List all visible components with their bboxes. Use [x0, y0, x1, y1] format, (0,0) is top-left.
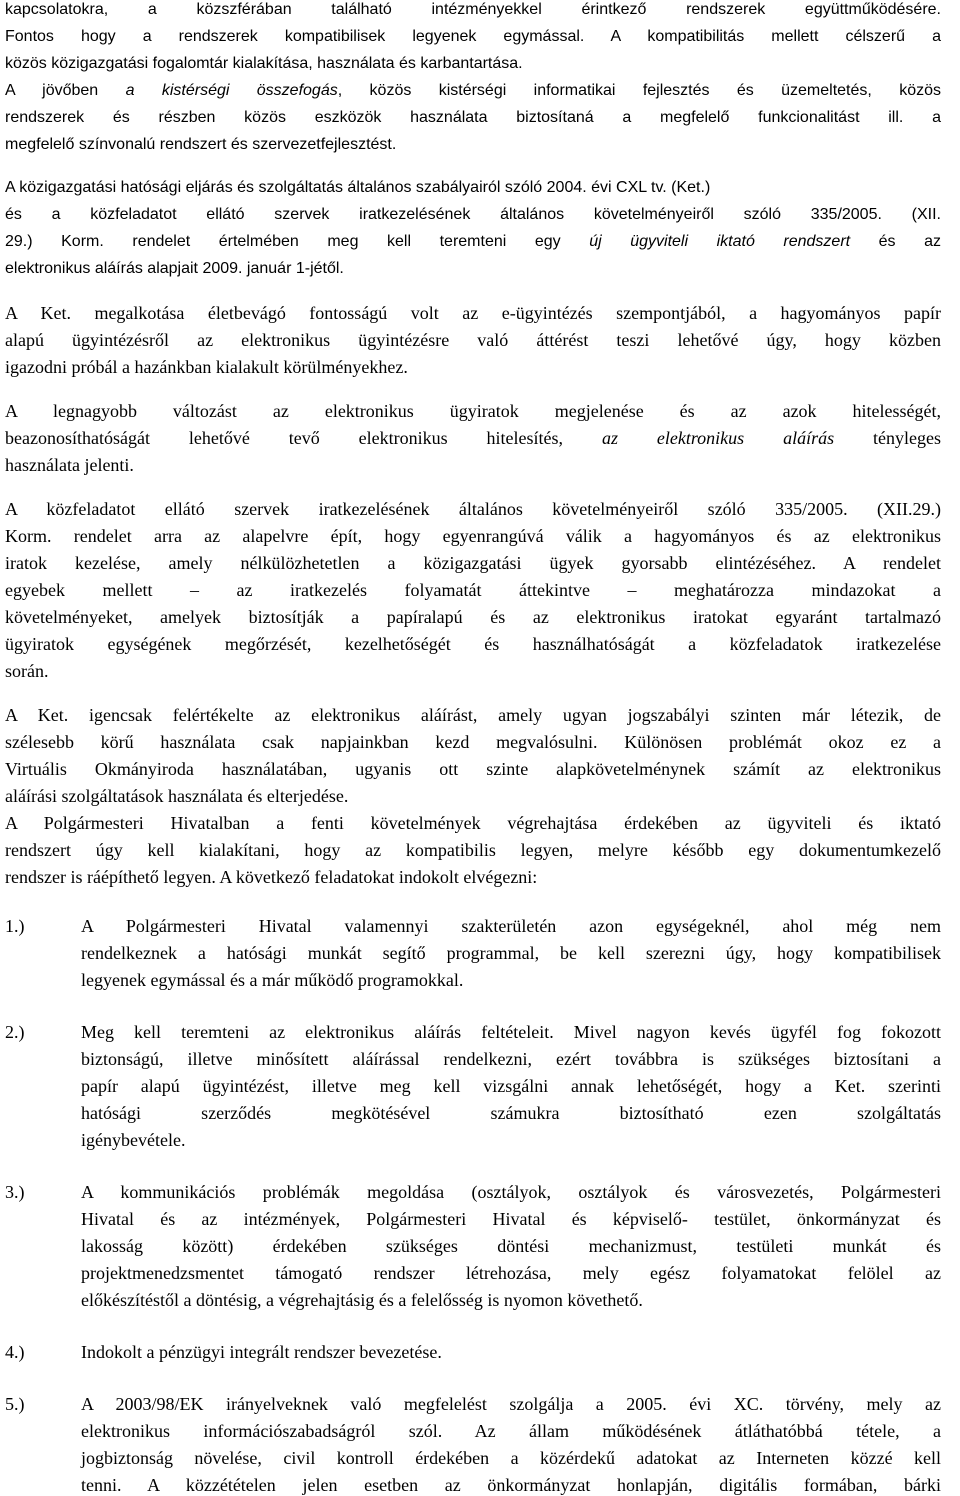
decree-line-3: iratok kezelése, amely nélkülözhetetlen a közigazgatási ügyek gyorsabb elintézéséhez. A rendelet	[5, 553, 941, 573]
task-5-number: 5.)	[5, 1394, 25, 1414]
intro-line-3: közös közigazgatási fogalomtár kialakítása, használata és karbantartása.	[5, 55, 523, 72]
task-4-line-1: Indokolt a pénzügyi integrált rendszer bevezetése.	[81, 1342, 442, 1362]
future-line-1	[5, 81, 941, 101]
change-text-2a: beazonosíthatóságát lehetővé tevő elektronikus hitelesítés,	[5, 428, 602, 448]
decree-line-2: Korm. rendelet arra az alapelvre épít, hogy egyenrangúvá válik a hagyományos és az elektronikus	[5, 526, 941, 546]
intro-line-1: kapcsolatokra, a közszférában található intézményekkel érintkező rendszerek együttműködésére.	[5, 1, 941, 18]
mayor-line-1: A Polgármesteri Hivatalban a fenti követelmények végrehajtása érdekében az ügyviteli és iktató	[5, 813, 941, 833]
task-1-line-2: rendelkeznek a hatósági munkát segítő programmal, be kell szerezni úgy, hogy kompatibilisek	[81, 943, 941, 963]
ket2-line-4: aláírási szolgáltatások használata és elterjedése.	[5, 786, 349, 806]
law-italic: új ügyviteli iktató rendszert	[589, 233, 851, 250]
task-3-number: 3.)	[5, 1182, 25, 1202]
decree-line-1: A közfeladatot ellátó szervek iratkezelésének általános követelményeiről szóló 335/2005. (XII.29.)	[5, 499, 941, 519]
law-line-2: és a közfeladatot ellátó szervek iratkezelésének általános követelményeiről szóló 335/2005. (XII.	[5, 206, 941, 223]
task-2-line-2: biztonságú, illetve minősített aláírással rendelkezni, ezért továbbra is szükséges biztosítani a	[81, 1049, 941, 1069]
ket-line-1: A Ket. megalkotása életbevágó fontosságú volt az e-ügyintézés szempontjából, a hagyományos papír	[5, 303, 941, 323]
decree-line-7: során.	[5, 661, 49, 681]
decree-line-6: ügyiratok egységének megőrzését, kezelhetőségét és használhatóságát a közfeladatok iratkezelése	[5, 634, 941, 654]
intro-line-2: Fontos hogy a rendszerek kompatibilisek legyenek egymással. A kompatibilitás mellett célszerű a	[5, 28, 941, 45]
task-4-number: 4.)	[5, 1342, 25, 1362]
future-text-1b: , közös kistérségi informatikai fejlesztés és üzemeltetés, közös	[337, 82, 942, 99]
change-italic: az elektronikus aláírás	[601, 428, 835, 448]
decree-line-5: követelményeket, amelyek biztosítják a papíralapú és az elektronikus iratokat egyaránt tartalmazó	[5, 607, 941, 627]
task-1-line-3: legyenek egymással és a már működő programokkal.	[81, 970, 464, 990]
ket2-line-3: Virtuális Okmányiroda használatában, ugyanis ott szinte alapkövetelménynek számít az elektronikus	[5, 759, 941, 779]
change-line-1: A legnagyobb változást az elektronikus ügyiratok megjelenése és az azok hitelességét,	[5, 401, 941, 421]
task-3-line-1: A kommunikációs problémák megoldása (osztályok, osztályok és városvezetés, Polgármesteri	[81, 1182, 941, 1202]
task-1-line-1: A Polgármesteri Hivatal valamennyi szakterületén azon egységeknél, ahol még nem	[81, 916, 941, 936]
change-text-2b: tényleges	[834, 428, 941, 448]
ket2-line-1: A Ket. igencsak felértékelte az elektronikus aláírást, amely ugyan jogszabályi szinten már létezik, de	[5, 705, 941, 725]
ket-line-2: alapú ügyintézésről az elektronikus ügyintézésre való áttérést teszi lehetővé úgy, hogy közben	[5, 330, 941, 350]
mayor-line-2: rendszert úgy kell kialakítani, hogy az kompatibilis legyen, melyre később egy dokumentumkezelő	[5, 840, 941, 860]
law-line-1: A közigazgatási hatósági eljárás és szolgáltatás általános szabályairól szóló 2004. évi CXL tv. (Ket.)	[5, 179, 711, 196]
law-text-3a: 29.) Korm. rendelet értelmében meg kell teremteni egy	[5, 233, 590, 250]
future-italic: a kistérségi összefogás	[125, 82, 338, 99]
change-line-3: használata jelenti.	[5, 455, 134, 475]
task-3-line-2: Hivatal és az intézmények, Polgármesteri Hivatal és képviselő- testület, önkormányzat és	[81, 1209, 941, 1229]
ket2-line-2: szélesebb körű használata csak napjainkban kezd megvalósulni. Különösen problémát okoz ez a	[5, 732, 941, 752]
task-3-line-4: projektmenedzsmentet támogató rendszer létrehozása, mely egész folyamatokat felölel az	[81, 1263, 941, 1283]
mayor-line-3: rendszer is ráépíthető legyen. A következő feladatokat indokolt elvégezni:	[5, 867, 538, 887]
law-text-3b: és az	[850, 233, 942, 250]
task-5-line-4: tenni. A közzétételen jelen esetben az önkormányzat honlapján, digitális formában, bárki	[81, 1475, 941, 1495]
task-2-number: 2.)	[5, 1022, 25, 1042]
future-line-3: megfelelő színvonalú rendszert és szervezetfejlesztést.	[5, 136, 397, 153]
law-line-4: elektronikus aláírás alapjait 2009. január 1-jétől.	[5, 260, 344, 277]
task-3-line-3: lakosság között) érdekében szükséges döntési mechanizmust, testületi munkát és	[81, 1236, 941, 1256]
task-2-line-3: papír alapú ügyintézést, illetve meg kell vizsgálni annak lehetőségét, hogy a Ket. szerinti	[81, 1076, 941, 1096]
task-2-line-5: igénybevétele.	[81, 1130, 186, 1150]
task-5-line-1: A 2003/98/EK irányelveknek való megfelelést szolgálja a 2005. évi XC. törvény, mely az	[81, 1394, 941, 1414]
future-text-1a: A jövőben	[5, 82, 126, 99]
task-3-line-5: előkészítéstől a döntésig, a végrehajtásig és a felelősség is nyomon követhető.	[81, 1290, 643, 1310]
task-2-line-4: hatósági szerződés megkötésével számukra biztosítható ezen szolgáltatás	[81, 1103, 941, 1123]
task-2-line-1: Meg kell teremteni az elektronikus aláírás feltételeit. Mivel nagyon kevés ügyfél fog fokozott	[81, 1022, 941, 1042]
task-5-line-3: jogbiztonság növelése, civil kontroll érdekében a közérdekű adatokat az Interneten közzé kell	[81, 1448, 941, 1468]
decree-line-4: egyebek mellett – az iratkezelés folyamatát áttekintve – meghatározza mindazokat a	[5, 580, 941, 600]
ket-line-3: igazodni próbál a hazánkban kialakult körülményekhez.	[5, 357, 408, 377]
law-line-3	[5, 232, 941, 252]
future-line-2: rendszerek és részben közös eszközök használata biztosítaná a megfelelő funkcionalitást ill. a	[5, 109, 941, 126]
task-5-line-2: elektronikus információszabadságról szól. Az állam működésének átláthatóbbá tétele, a	[81, 1421, 941, 1441]
change-line-2	[5, 427, 941, 449]
task-1-number: 1.)	[5, 916, 25, 936]
